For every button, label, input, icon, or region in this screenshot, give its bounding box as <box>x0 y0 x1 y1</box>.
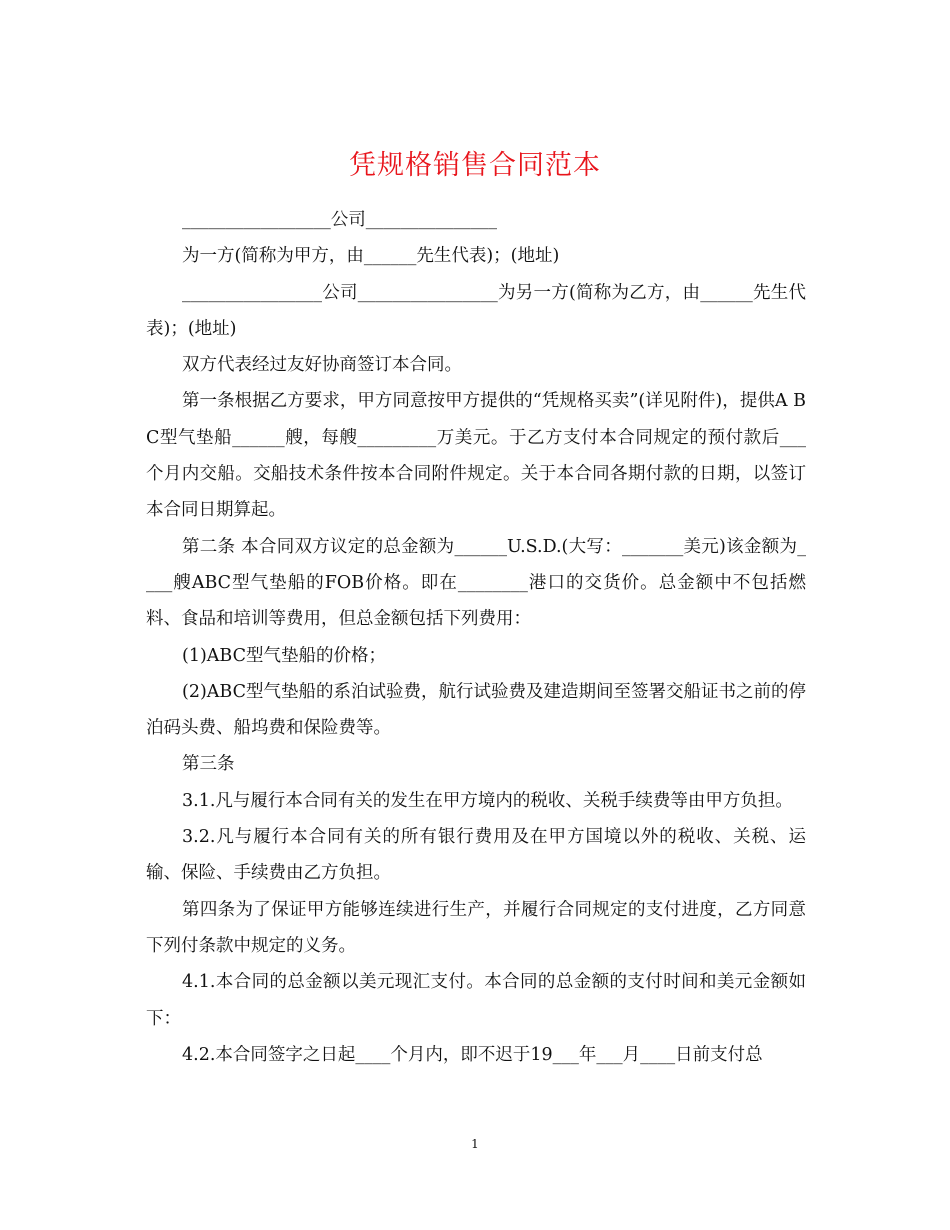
clause-4-1: 4.1.本合同的总金额以美元现汇支付。本合同的总金额的支付时间和美元金额如下： <box>146 972 806 1029</box>
contract-body <box>146 202 806 1073</box>
party-a-description: 为一方(简称为甲方，由______先生代表)；(地址) <box>182 246 560 267</box>
clause-3-1: 3.1.凡与履行本合同有关的发生在甲方境内的税收、关税手续费等由甲方负担。 <box>182 790 793 811</box>
clause-4-2: 4.2.本合同签字之日起____个月内，即不迟于19___年___月____日前支付总 <box>182 1044 763 1065</box>
document-title: 凭规格销售合同范本 <box>349 150 601 182</box>
article-2-item-2: (2)ABC型气垫船的系泊试验费，航行试验费及建造期间至签署交船证书之前的停泊码头费、船坞费和保险费等。 <box>146 681 806 739</box>
article-4: 第四条为了保证甲方能够连续进行生产，并履行合同规定的支付进度，乙方同意下列付条款中规定的义务。 <box>146 899 806 956</box>
article-3-heading: 第三条 <box>182 754 235 775</box>
clause-3-2: 3.2.凡与履行本合同有关的所有银行费用及在甲方国境以外的税收、关税、运输、保险、手续费由乙方负担。 <box>146 827 806 884</box>
article-2: 第二条 本合同双方议定的总金额为______U.S.D.(大写：_______美元)该金额为____艘ABC型气垫船的FOB价格。即在________港口的交货价。总金额中不包括燃料、食品和培训等费用，但总金额包括下列费用： <box>146 536 806 630</box>
party-a-company-line: _________________公司_______________ <box>182 210 497 230</box>
agreement-intro: 双方代表经过友好协商签订本合同。 <box>182 355 462 376</box>
article-1: 第一条根据乙方要求，甲方同意按甲方提供的“凭规格买卖”(详见附件)，提供A BC型气垫船______艘，每艘_________万美元。于乙方支付本合同规定的预付款后___个月内交船。交船技术条件按本合同附件规定。关于本合同各期付款的日期，以签订本合同日期算起。 <box>146 391 806 521</box>
party-b-line: ________________公司________________为另一方(简称为乙方，由______先生代表)；(地址) <box>146 282 806 339</box>
page-number: 1 <box>471 1137 479 1151</box>
article-2-item-1: (1)ABC型气垫船的价格； <box>182 645 387 666</box>
